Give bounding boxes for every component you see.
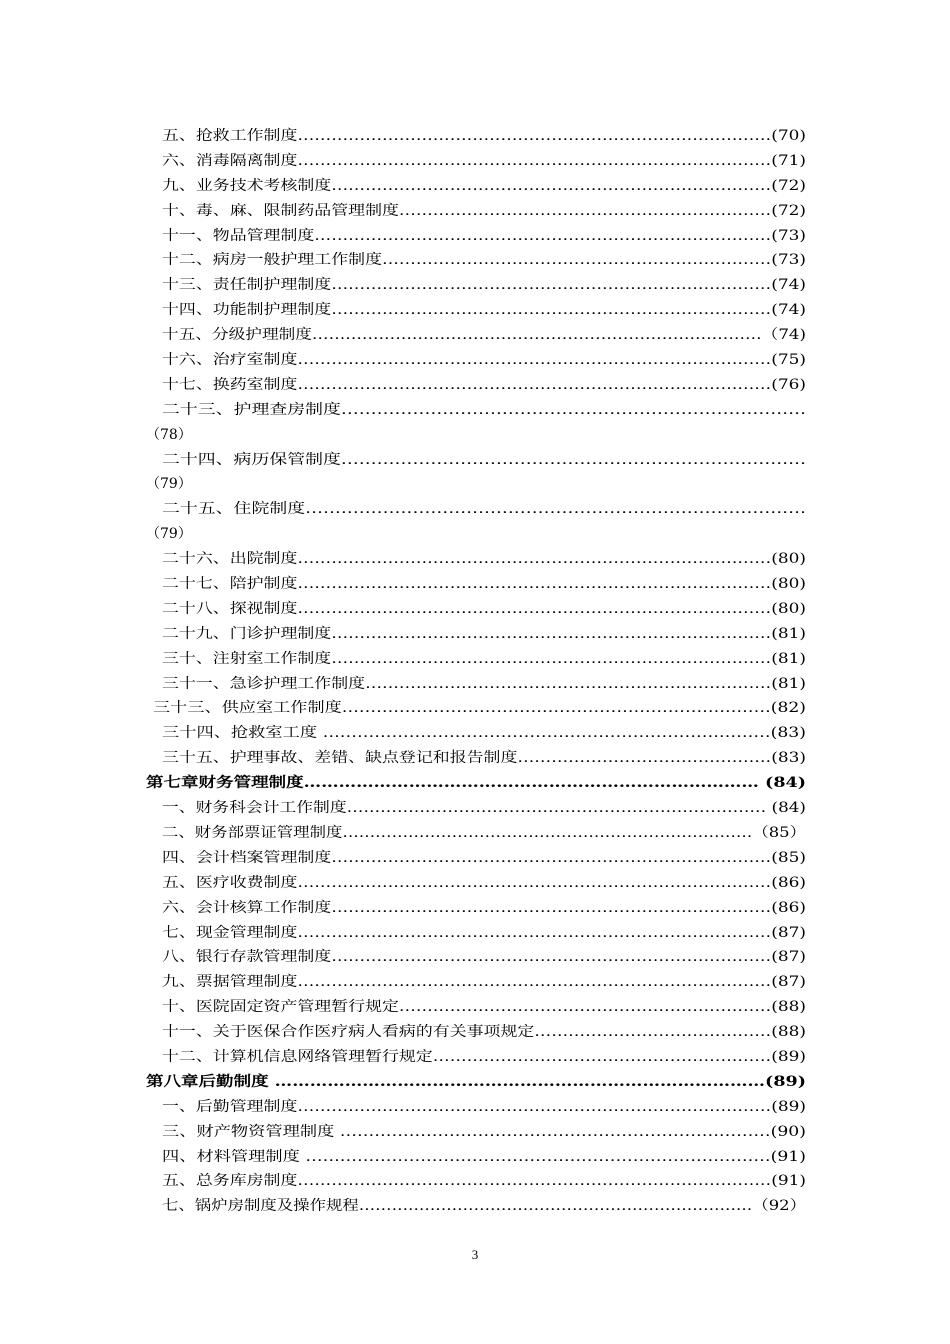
toc-entry-text: 十二、病房一般护理工作制度……………………………………………………………(73) (162, 252, 806, 269)
toc-entry (0, 921, 950, 946)
toc-entry (0, 448, 950, 473)
toc-entry-text: 九、业务技术考核制度……………………………………………………………………(72) (162, 177, 806, 194)
toc-entry (0, 199, 950, 224)
toc-entry-text: 六、消毒隔离制度…………………………………………………………………………(71) (162, 152, 806, 169)
toc-entry-text: （79） (146, 476, 192, 493)
toc-entry-text: 二十五、住院制度………………………………………………………………………… (162, 501, 807, 518)
toc-entry (0, 323, 950, 348)
toc-entry (0, 896, 950, 921)
toc-entry-text: 二十七、陪护制度…………………………………………………………………………(80) (162, 576, 806, 593)
toc-entry (0, 1194, 950, 1219)
toc-entry (0, 1120, 950, 1145)
toc-entry (0, 1145, 950, 1170)
toc-entry-text: 七、现金管理制度…………………………………………………………………………(87) (162, 924, 806, 941)
toc-entry-text: 十四、功能制护理制度……………………………………………………………………(74) (162, 302, 806, 319)
toc-entry-text: 二、财务部票证管理制度…………………………………………………………………（85） (162, 824, 807, 841)
toc-entry (0, 622, 950, 647)
toc-entry-text: 三十五、护理事故、差错、缺点登记和报告制度………………………………………(83) (162, 750, 806, 767)
toc-entry (0, 149, 950, 174)
toc-entry-text: 五、医疗收费制度…………………………………………………………………………(86) (162, 874, 806, 891)
toc-entry-text: 八、银行存款管理制度……………………………………………………………………(87) (162, 949, 806, 966)
toc-entry (0, 398, 950, 423)
toc-entry (0, 871, 950, 896)
toc-entry-text: 二十六、出院制度…………………………………………………………………………(80) (162, 551, 806, 568)
toc-entry-text: 二十四、病历保管制度…………………………………………………………………… (162, 451, 807, 468)
table-of-contents (0, 124, 950, 1219)
page-number: 3 (471, 1247, 479, 1262)
toc-entry-text: 二十三、护理查房制度…………………………………………………………………… (162, 401, 807, 418)
toc-entry (0, 696, 950, 721)
toc-chapter-entry (0, 1070, 950, 1095)
toc-entry (0, 174, 950, 199)
toc-entry (0, 945, 950, 970)
toc-entry (0, 1095, 950, 1120)
toc-entry-text: 四、会计档案管理制度……………………………………………………………………(85) (162, 849, 806, 866)
toc-entry-text: （78） (146, 426, 192, 443)
toc-entry-text: 六、会计核算工作制度……………………………………………………………………(86) (162, 899, 806, 916)
toc-entry (0, 721, 950, 746)
toc-entry (0, 224, 950, 249)
toc-entry (0, 846, 950, 871)
toc-entry-text: 一、财务科会计工作制度………………………………………………………………… (84) (162, 800, 806, 817)
toc-entry-text: 十、医院固定资产管理暂行规定…………………………………………………………(88) (162, 999, 806, 1016)
toc-entry-text: 三十四、抢救室工度 ……………………………………………………………………(83) (162, 725, 807, 742)
toc-entry-text: 二十八、探视制度…………………………………………………………………………(80) (162, 600, 806, 617)
toc-entry-text: 十七、换药室制度…………………………………………………………………………(76) (162, 376, 806, 393)
toc-entry (0, 672, 950, 697)
toc-entry-text: 三、财产物资管理制度 …………………………………………………………………(90) (162, 1123, 807, 1140)
toc-entry-text: 十五、分级护理制度………………………………………………………………………（74) (162, 327, 807, 344)
toc-entry (0, 298, 950, 323)
toc-entry-text: 十三、责任制护理制度……………………………………………………………………(74) (162, 277, 806, 294)
toc-entry-text: 一、后勤管理制度…………………………………………………………………………(89) (162, 1098, 806, 1115)
toc-entry (0, 373, 950, 398)
toc-entry (0, 995, 950, 1020)
toc-entry-text: 五、总务库房制度…………………………………………………………………………(91) (162, 1173, 806, 1190)
toc-entry (0, 124, 950, 149)
toc-entry (0, 497, 950, 522)
toc-entry (0, 248, 950, 273)
toc-entry-text: 十六、治疗室制度…………………………………………………………………………(75) (162, 352, 806, 369)
toc-entry (0, 1045, 950, 1070)
toc-entry-text: 三十、注射室工作制度……………………………………………………………………(81) (162, 650, 806, 667)
toc-entry (0, 522, 950, 547)
toc-entry-text: 第八章后勤制度 …………………………………………………………………………(89) (146, 1073, 806, 1090)
toc-chapter-entry (0, 771, 950, 796)
toc-entry (0, 1020, 950, 1045)
toc-entry (0, 821, 950, 846)
toc-entry (0, 273, 950, 298)
toc-entry (0, 547, 950, 572)
toc-entry-text: 七、锅炉房制度及操作规程………………………………………………………………（92） (162, 1198, 807, 1215)
toc-entry-text: 二十九、门诊护理制度……………………………………………………………………(81) (162, 625, 806, 642)
toc-entry (0, 597, 950, 622)
toc-entry-text: 十一、关于医保合作医疗病人看病的有关事项规定……………………………………(88) (162, 1024, 806, 1041)
toc-entry (0, 572, 950, 597)
toc-entry (0, 796, 950, 821)
toc-entry (0, 1169, 950, 1194)
toc-entry-text: 三十三、供应室工作制度…………………………………………………………………(82) (153, 700, 806, 717)
toc-entry-text: 第七章财务管理制度…………………………………………………………………… (84) (146, 775, 806, 792)
toc-entry (0, 970, 950, 995)
toc-entry-text: 十一、物品管理制度………………………………………………………………………(73) (162, 227, 806, 244)
toc-entry (0, 423, 950, 448)
toc-entry-text: （79） (146, 526, 192, 543)
toc-entry (0, 472, 950, 497)
toc-entry (0, 647, 950, 672)
toc-entry-text: 三十一、急诊护理工作制度………………………………………………………………(81) (162, 675, 806, 692)
toc-entry-text: 十二、计算机信息网络管理暂行规定……………………………………………………(89) (162, 1048, 806, 1065)
toc-entry-text: 五、抢救工作制度…………………………………………………………………………(70) (162, 128, 806, 144)
toc-entry (0, 746, 950, 771)
toc-entry-text: 九、票据管理制度…………………………………………………………………………(87) (162, 974, 806, 991)
toc-entry (0, 348, 950, 373)
toc-entry-text: 四、材料管理制度 ………………………………………………………………………(91) (162, 1148, 807, 1165)
toc-entry-text: 十、毒、麻、限制药品管理制度…………………………………………………………(72) (162, 202, 806, 219)
